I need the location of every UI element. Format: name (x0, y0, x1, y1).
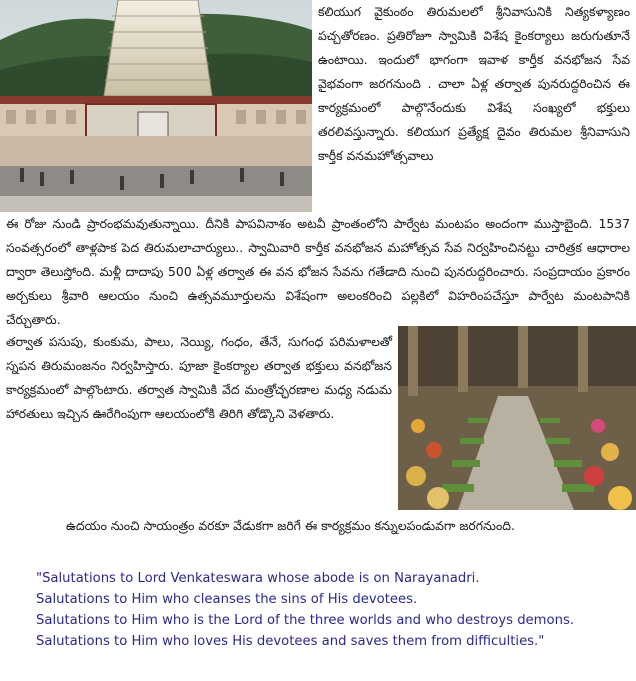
para3-text: తర్వాత పసుపు, కుంకుమ, పాలు, నెయ్యి, గంధం, తేనే, సుగంధ పరిమళాలతో స్నపన తిరుమంజనం నిర్వహిస్తారు. పూజా కైంకర్యాల తర్వాత భక్తులు వనభోజన కార్యక్రమంలో పాల్గొంటారు. తర్వాత స్వామికి వేద మంత్రోచ్ఛరణాల మధ్య నడుమ హారతులు ఇచ్చిన ఊరేగింపుగా ఆలయంలోకి తిరిగి తోడ్కొని వెళతారు. (6, 334, 392, 421)
article-paragraph-1 (318, 0, 630, 168)
article-paragraph-4 (66, 514, 636, 538)
quote-line-1: "Salutations to Lord Venkateswara whose abode is on Narayanadri. (36, 571, 480, 586)
english-salutation-quote (36, 568, 632, 652)
article-paragraph-3 (6, 330, 392, 426)
quote-line-2: Salutations to Him who cleanses the sins of His devotees. (36, 592, 418, 607)
quote-line-3: Salutations to Him who is the Lord of the three worlds and who destroys demons. (36, 613, 575, 628)
para2-text: ఈ రోజు నుండి ప్రారంభమవుతున్నాయి. దీనికి పాపవినాశం అటవీ ప్రాంతంలోని పార్వేట మంటపం అందంగా ముస్తాబైంది. 1537 సంవత్సరంలో తాళ్లపాక పెద తిరుమలాచార్యులు.. స్వామివారి కార్తీక వనభోజన మహోత్సవ సేవ నిర్వహించినట్టు చారిత్రక ఆధారాల ద్వారా తెలుస్తోంది. మళ్లీ దాదాపు 500 ఏళ్ల తర్వాత ఈ వన భోజన సేవను గతేడాది నుంచి పునరుద్దరించారు. సంప్రదాయం ప్రకారం అర్చకులు శ్రీవారి ఆలయం నుంచి ఉత్సవమూర్తులను విశేషంగా అలంకరించి పల్లకిలో విహరింపచేస్తూ పార్వేట మంటపానికి చేర్చుతారు. (6, 216, 630, 327)
devotees-meal-photo (398, 326, 636, 510)
para4-text: ఉదయం నుంచి సాయంత్రం వరకూ వేడుకగా జరిగే ఈ కార్యక్రమం కన్నులపండువగా జరగనుంది. (66, 518, 515, 533)
para1-text: కలియుగ వైకుంఠం తిరుమలలో శ్రీనివాసునికి నిత్యకళ్యాణం పచ్చతోరణం. ప్రతిరోజూ స్వామికి విశేష కైంకర్యాలు జరుగుతూనే ఉంటాయి. ఇందులో భాగంగా ఇవాళ కార్తీక వనభోజన సేవ వైభవంగా జరగనుంది . చాలా ఏళ్ల తర్వాత పునరుద్దరించిన ఈ కార్యక్రమంలో పాల్గొనేందుకు విశేష సంఖ్యలో భక్తులు తరలివస్తున్నారు. కలియుగ ప్రత్యేక్ష దైవం తిరుమల శ్రీనివాసుని కార్తీక వనమహోత్సవాలు (318, 4, 630, 163)
temple-photo (0, 0, 312, 212)
article-paragraph-2 (6, 212, 630, 332)
quote-line-4: Salutations to Him who loves His devotees and saves them from difficulties." (36, 634, 545, 649)
